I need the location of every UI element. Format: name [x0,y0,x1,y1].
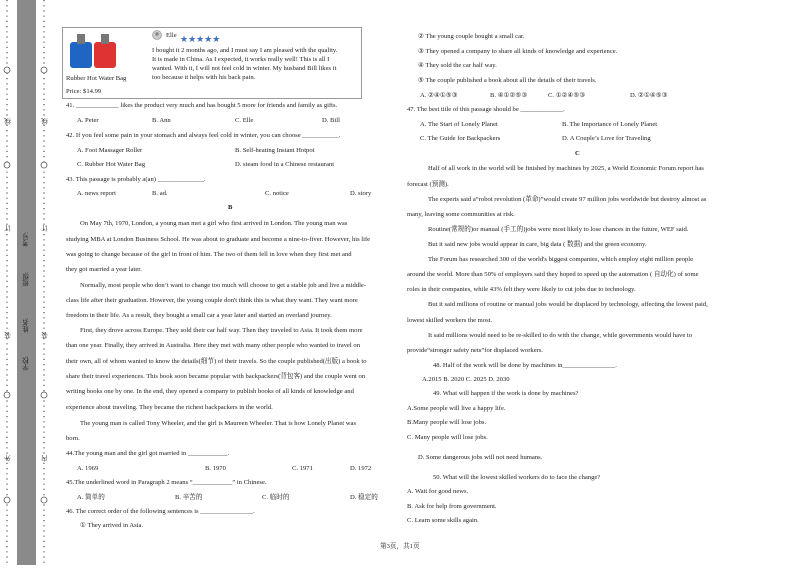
q46-option-b: B. ④①②⑤③ [490,92,528,99]
passage-b-line: Normally, most people who don’t want to change too much will choose to get a stable job and live a middle- [80,282,367,289]
q44-option-b: B. 1970 [205,465,226,472]
passage-c-line: The Forum has researched 300 of the world's biggest companies, which employ eight million people [428,256,694,263]
question-48: 48. Half of the work will be done by machines in________________. [433,362,617,369]
passage-b-line: On May 7th, 1970, London, a young man met a girl who first arrived in London. The young man was [80,220,348,227]
q43-option-d: D. story [350,190,372,197]
q41-option-c: C. Elle [235,117,254,124]
passage-c-line: But it said new jobs would appear in care, big data ( 数据) and the green economy. [428,241,647,248]
class-label: 班级: [23,272,30,287]
q45-option-c: C. 临时的 [262,494,290,501]
gutter-label-xian-inner: 线 [42,118,49,125]
passage-b-line: writing books one by one. In the end, they opened a company to publish books of all kinds of knowledge and [66,388,354,395]
q46-item-1: ① They arrived in Asia. [80,522,144,529]
reviewer-name: Elle [166,32,177,39]
passage-c-line: roles in their companies, while 43% felt they were likely to cut jobs due to technology. [407,286,636,293]
gutter-label-zhuang-outer: 装 [5,332,12,339]
passage-c-line: forecast (预测). [407,181,449,188]
q46-item-2: ② The young couple bought a small car. [418,33,525,40]
passage-c-line: The experts said a“robot revolution (革命)”would create 97 million jobs worldwide but destroy almost as [428,196,707,203]
exam-number-label: 考号: [23,232,30,247]
rating-stars: ★★★★★ [180,34,221,44]
user-avatar-icon [152,30,162,40]
question-41: 41. _____________ likes the product very much and has bought 5 more for friends and family as gifts. [66,102,338,109]
q41-option-b: B. Ann [152,117,171,124]
passage-b-line: share their travel experiences. This book soon became popular with backpackers(背包客) and the couple went on [66,373,366,380]
gutter-label-ding-inner: 订 [42,225,49,232]
passage-c-line: provide“stronger safety nets”for displaced workers. [407,347,544,354]
section-b-heading: B [228,204,233,211]
question-46: 46. The correct order of the following sentences is ________________. [66,508,255,515]
product-name: Rubber Hot Water Bag [66,75,127,82]
q45-option-d: D. 稳定的 [350,494,378,501]
review-text-line: It is made in China. As I expected, it works really well! This is all I [152,56,330,63]
passage-c-line: many, leaving some communities at risk. [407,211,515,218]
question-50: 50. What will the lowest skilled workers do to face the change? [433,474,601,481]
passage-c-line: Half of all work in the world will be finished by machines by 2025, a World Economic Forum report has [428,165,704,172]
gutter-label-nei: 内 [42,455,49,462]
dotted-line-right-icon [40,0,48,565]
q50-option-c: C. Learn some skills again. [407,517,479,524]
q46-item-5: ⑤ The couple published a book about all the details of their travels. [418,77,597,84]
passage-c-line: lowest skilled workers the most. [407,317,493,324]
hot-water-bag-image [64,30,122,70]
q47-option-d: D. A Couple’s Love for Traveling [562,135,651,142]
passage-c-line: around the world. More than 50% of employers said they hoped to speed up the automation ( 自动化) of some [407,271,699,278]
page-footer: 第3页，共1页 [380,543,420,550]
q49-option-a: A.Some people will live a happy life. [407,405,506,412]
q49-option-b: B.Many people will lose jobs. [407,419,487,426]
passage-b-line: they got married a year later. [66,266,142,273]
q42-option-b: B. Self-heating Instant Hotpot [235,147,315,154]
question-42: 42. If you feel some pain in your stomach and always feel cold in winter, you can choose ___________. [66,132,341,139]
q43-option-b: B. ad. [152,190,168,197]
gutter-label-zhuang-inner: 装 [42,332,49,339]
q47-option-c: C. The Guide for Backpackers [420,135,501,142]
q50-option-a: A. Wait for good news. [407,488,469,495]
gutter-label-xian-outer: 线 [5,118,12,125]
binding-gutter [0,0,56,565]
product-price: Price: $14.99 [66,88,102,95]
q49-option-c: C. Many people will lose jobs. [407,434,488,441]
q42-option-a: A. Foot Massager Roller [77,147,143,154]
passage-b-line: was going to change because of the girl in front of him. The two of them fell in love when they first met and [66,251,352,258]
question-49: 49. What will happen if the work is done by machines? [433,390,579,397]
review-text-line: I bought it 2 months ago, and I must say I am pleased with the quality. [152,47,338,54]
section-c-heading: C [575,150,580,157]
q45-option-a: A. 简单的 [77,494,105,501]
q46-option-a: A. ②④①⑤③ [420,92,458,99]
passage-b-line: studying MBA at London Business School. He was about to graduate and become a nine-to-fiver. However, his life [66,236,371,243]
question-45: 45.The underlined word in Paragraph 2 means “____________” in Chinese. [66,479,267,486]
q47-option-b: B. The Importance of Lonely Planet [562,121,658,128]
q42-option-d: D. steam food in a Chinese restaurant [235,161,335,168]
q48-options: A.2015 B. 2020 C. 2025 D. 2030 [422,376,510,383]
passage-b-line: their own, all of whom wanted to know the details(细节) of their travels. So the couple published(出版) a book to [66,358,367,365]
q46-item-4: ④ They sold the car half way. [418,62,497,69]
review-text-line: wanted. With it, I will not feel cold in winter. My husband Bill likes it [152,65,337,72]
hot-water-bag-icon [64,30,122,70]
q42-option-c: C. Rubber Hot Water Bag [77,161,146,168]
question-47: 47. The best title of this passage should be _____________. [407,106,565,113]
passage-b-line: born. [66,435,80,442]
passage-c-line: Routine(常规的)or manual (手工的)jobs were most likely to lose chances in the future, WEF said. [428,226,689,233]
name-label: 姓名: [23,318,30,333]
question-44: 44.The young man and the girl got married in ____________. [66,450,230,457]
q49-option-d: D. Some dangerous jobs will not need humans. [418,454,543,461]
q46-option-d: D. ②①④⑤③ [630,92,668,99]
question-43: 43. This passage is probably a(an) ______________. [66,176,206,183]
q44-option-c: C. 1971 [292,465,313,472]
passage-b-line: The young man is called Tony Wheeler, and the girl is Maureen Wheeler. That is how Lonely Planet was [80,420,357,427]
dotted-line-left-icon [3,0,11,565]
dotted-line-left [3,0,11,565]
gutter-label-ding-outer: 订 [5,225,12,232]
q41-option-d: D. Bill [322,117,340,124]
q45-option-b: B. 辛苦的 [175,494,203,501]
gutter-label-wai: 外 [5,455,12,462]
review-text-line: too because it helps with his back pain. [152,74,256,81]
q44-option-a: A. 1969 [77,465,99,472]
dotted-line-right [40,0,48,565]
passage-b-line: than one year. Finally, they arrived in Australia. Here they met with many other people who wanted to travel on [66,342,361,349]
q47-option-a: A. The Start of Lonely Planet [420,121,498,128]
passage-b-line: class life after their graduation. However, the young couple don't think this is what they want. They want more [66,297,358,304]
passage-b-line: freedom in their life. As a result, they bought a small car a year later and started an overland journey. [66,312,332,319]
q43-option-a: A. news report [77,190,117,197]
passage-c-line: But it said millions of routine or manual jobs would be displaced by technology, affecting the lowest paid, [428,301,708,308]
q44-option-d: D. 1972 [350,465,372,472]
q41-option-a: A. Peter [77,117,99,124]
q46-option-c: C. ①②④⑤③ [548,92,586,99]
school-label: 学校: [23,356,30,371]
q43-option-c: C. notice [265,190,289,197]
passage-b-line: First, they drove across Europe. They sold their car half way. Then they traveled to Asia. It took them more [80,327,363,334]
passage-c-line: It said millions would need to be re-skilled to do with the change, while governments would have to [428,332,693,339]
q46-item-3: ③ They opened a company to share all kinds of knowledge and experience. [418,48,618,55]
passage-b-line: experience about traveling. They became the richest backpackers in the world. [66,404,273,411]
q50-option-b: B. Ask for help from government. [407,503,497,510]
